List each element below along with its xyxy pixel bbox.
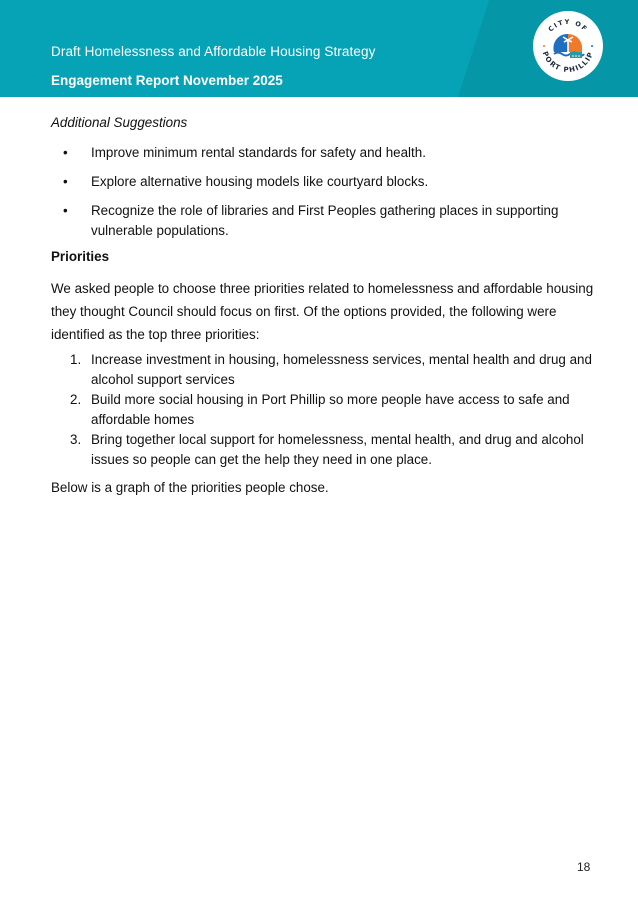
document-title: Draft Homelessness and Affordable Housing Strategy <box>51 44 376 59</box>
additional-suggestions-heading: Additional Suggestions <box>51 115 188 130</box>
list-item: • Recognize the role of libraries and First Peoples gathering places in supporting vulnerable populations. <box>63 203 559 238</box>
priorities-intro: We asked people to choose three priorities related to homelessness and affordable housing they thought Council should focus on first. Of the options provided, the following were identified as the top three priorities: <box>51 281 594 342</box>
list-item: 2. Build more social housing in Port Phillip so more people have access to safe and affordable homes <box>70 392 570 427</box>
page-number: 18 <box>577 860 591 874</box>
priorities-heading: Priorities <box>51 249 110 264</box>
document-subtitle: Engagement Report November 2025 <box>51 73 283 88</box>
graph-note: Below is a graph of the priorities people chose. <box>51 480 329 495</box>
list-item: • Improve minimum rental standards for safety and health. <box>51 143 591 163</box>
list-item: 3. Bring together local support for homelessness, mental health, and drug and alcohol issues so people can get the help they need in one place. <box>70 432 584 467</box>
city-of-port-phillip-logo-icon <box>532 10 604 82</box>
bullet-icon: • <box>63 203 68 218</box>
svg-text:CITY OF: CITY OF <box>546 17 590 34</box>
list-item: 1. Increase investment in housing, homelessness services, mental health and drug and alcohol support services <box>70 352 592 387</box>
list-item: • Explore alternative housing models like courtyard blocks. <box>51 172 591 192</box>
svg-text:PORT PHILLIP: PORT PHILLIP <box>540 50 596 75</box>
bullet-icon: • <box>63 174 68 189</box>
suggestions-list <box>51 143 591 250</box>
bullet-icon: • <box>63 145 68 160</box>
page-header <box>0 0 638 97</box>
priorities-list <box>51 350 596 470</box>
